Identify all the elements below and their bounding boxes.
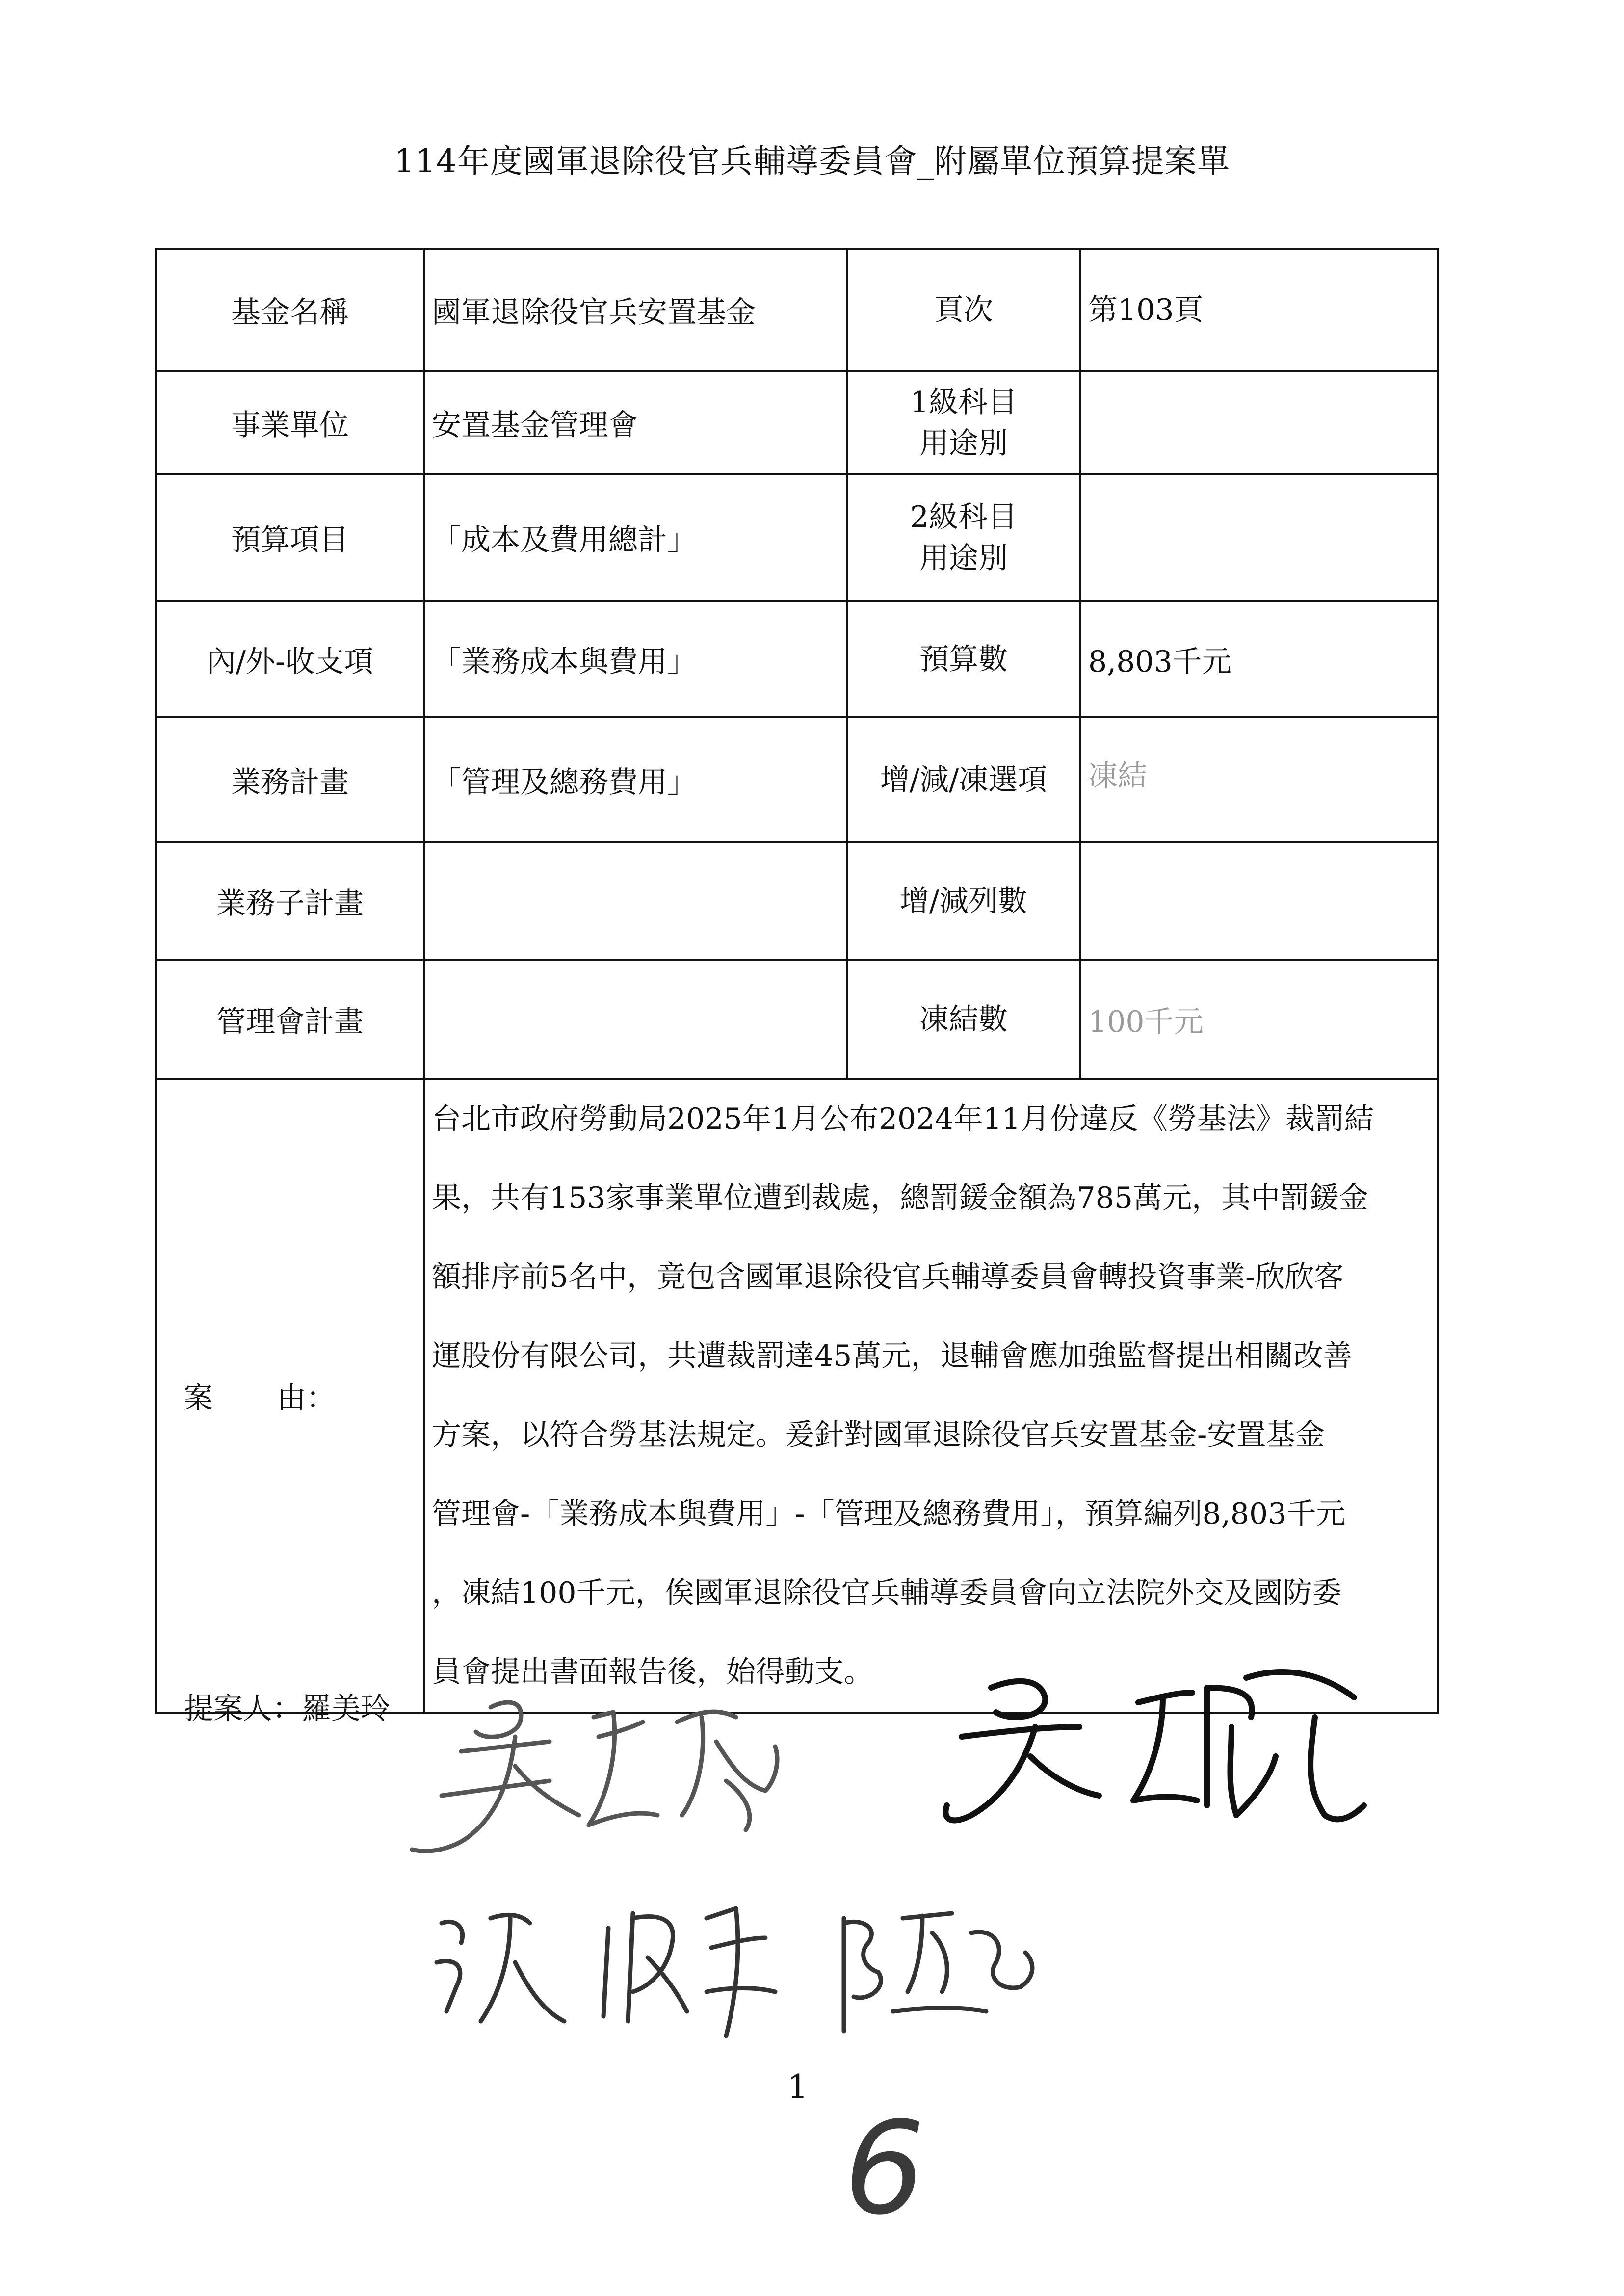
reason-line: 方案，以符合勞基法規定。爰針對國軍退除役官兵安置基金-安置基金 — [432, 1418, 1325, 1452]
reason-line: 果，共有153家事業單位遭到裁處，總罰鍰金額為785萬元，其中罰鍰金 — [432, 1181, 1369, 1215]
proposal-form-table — [155, 248, 1439, 1714]
row-management-plan — [156, 960, 1438, 1079]
proposer-label: 提案人：羅美玲 — [184, 1692, 390, 1726]
row-fund-name — [156, 249, 1438, 371]
label-sub-plan: 業務子計畫 — [156, 842, 424, 960]
reason-line: 運股份有限公司，共遭裁罰達45萬元，退輔會應加強監督提出相關改善 — [432, 1339, 1353, 1373]
value-management-plan — [424, 960, 847, 1079]
label-fund-name: 基金名稱 — [156, 249, 424, 371]
row-business-unit — [156, 371, 1438, 474]
label-level1-subject: 1級科目 用途別 — [847, 371, 1080, 474]
value-frozen-amount: 100千元 — [1080, 960, 1438, 1079]
value-adjust-amount — [1080, 842, 1438, 960]
reason-line: 管理會-「業務成本與費用」-「管理及總務費用」，預算編列8,803千元 — [432, 1497, 1346, 1531]
row-business-plan — [156, 717, 1438, 842]
label-page: 頁次 — [847, 249, 1080, 371]
value-sub-plan — [424, 842, 847, 960]
row-income-expense — [156, 601, 1438, 717]
label-reason: 案 由： — [156, 1079, 424, 1713]
value-income-expense: 「業務成本與費用」 — [424, 601, 847, 717]
label-income-expense: 內/外-收支項 — [156, 601, 424, 717]
page-number: 1 — [787, 2068, 808, 2106]
document-title: 114年度國軍退除役官兵輔導委員會_附屬單位預算提案單 — [394, 142, 1230, 180]
label-business-unit: 事業單位 — [156, 371, 424, 474]
value-business-unit: 安置基金管理會 — [424, 371, 847, 474]
value-budget-item: 「成本及費用總計」 — [424, 474, 847, 601]
signature-2 — [932, 1658, 1423, 1854]
label-budget-item: 預算項目 — [156, 474, 424, 601]
handwritten-number: 6 — [844, 2095, 925, 2243]
value-business-plan: 「管理及總務費用」 — [424, 717, 847, 842]
label-adjust-amount: 增/減列數 — [847, 842, 1080, 960]
label-frozen-amount: 凍結數 — [847, 960, 1080, 1079]
value-level2-subject — [1080, 474, 1438, 601]
value-adjust-option: 凍結 — [1080, 717, 1438, 842]
reason-text — [424, 1079, 1438, 1713]
reason-line: 員會提出書面報告後，始得動支。 — [432, 1655, 873, 1689]
row-sub-plan — [156, 842, 1438, 960]
reason-line: 台北市政府勞動局2025年1月公布2024年11月份違反《勞基法》裁罰結 — [432, 1102, 1374, 1136]
label-adjust-option: 增/減/凍選項 — [847, 717, 1080, 842]
reason-line: ，凍結100千元，俟國軍退除役官兵輔導委員會向立法院外交及國防委 — [432, 1576, 1342, 1610]
value-budget-amount: 8,803千元 — [1080, 601, 1438, 717]
label-business-plan: 業務計畫 — [156, 717, 424, 842]
label-budget-amount: 預算數 — [847, 601, 1080, 717]
signature-3 — [422, 1874, 1109, 2061]
value-page: 第103頁 — [1080, 249, 1438, 371]
value-fund-name: 國軍退除役官兵安置基金 — [424, 249, 847, 371]
row-budget-item — [156, 474, 1438, 601]
value-level1-subject — [1080, 371, 1438, 474]
signature-1 — [402, 1668, 844, 1874]
row-reason — [156, 1079, 1438, 1713]
reason-line: 額排序前5名中，竟包含國軍退除役官兵輔導委員會轉投資事業-欣欣客 — [432, 1260, 1344, 1294]
label-management-plan: 管理會計畫 — [156, 960, 424, 1079]
label-level2-subject: 2級科目 用途別 — [847, 474, 1080, 601]
